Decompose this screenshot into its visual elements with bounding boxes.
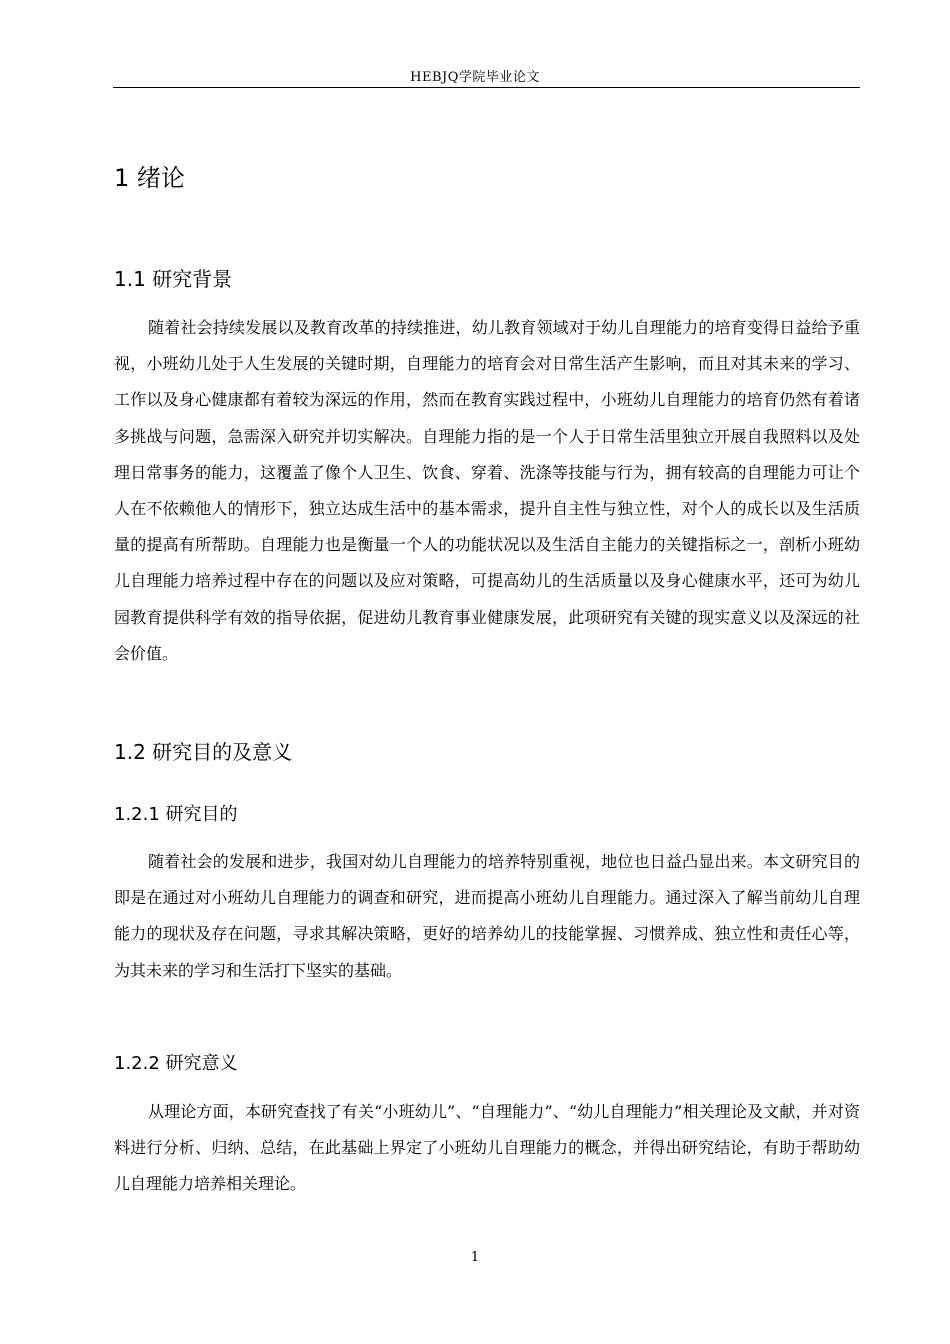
chapter-title: 1 绪论 (114, 164, 185, 192)
paragraph-research-purpose: 随着社会的发展和进步，我国对幼儿自理能力的培养特别重视，地位也日益凸显出来。本文研究目的即是在通过对小班幼儿自理能力的调查和研究，进而提高小班幼儿自理能力。通过深入了解当前幼儿自理能力的现状及存在问题，寻求其解决策略，更好的培养幼儿的技能掌握、习惯养成、独立性和责任心等，为其未来的学习和生活打下坚实的基础。 (114, 852, 860, 980)
page-number: 1 (470, 1250, 480, 1265)
subsection-heading-research-significance: 1.2.2 研究意义 (114, 1053, 238, 1074)
header-divider (113, 87, 860, 88)
section-heading-research-background: 1.1 研究背景 (114, 267, 233, 291)
running-header: HEBJQ学院毕业论文 (410, 70, 540, 85)
section-heading-purpose-significance: 1.2 研究目的及意义 (114, 740, 293, 764)
paragraph-research-significance: 从理论方面，本研究查找了有关“小班幼儿”、“自理能力”、“幼儿自理能力”相关理论及文献，并对资料进行分析、归纳、总结，在此基础上界定了小班幼儿自理能力的概念，并得出研究结论，有助于帮助幼儿自理能力培养相关理论。 (114, 1102, 860, 1194)
subsection-heading-research-purpose: 1.2.1 研究目的 (114, 804, 238, 825)
paragraph-research-background: 随着社会持续发展以及教育改革的持续推进，幼儿教育领域对于幼儿自理能力的培育变得日益给予重视，小班幼儿处于人生发展的关键时期，自理能力的培育会对日常生活产生影响，而且对其未来的学习、工作以及身心健康都有着较为深远的作用，然而在教育实践过程中，小班幼儿自理能力的培育仍然有着诸多挑战与问题，急需深入研究并切实解决。自理能力指的是一个人于日常生活里独立开展自我照料以及处理日常事务的能力，这覆盖了像个人卫生、饮食、穿着、洗涤等技能与行为，拥有较高的自理能力可让个人在不依赖他人的情形下，独立达成生活中的基本需求，提升自主性与独立性，对个人的成长以及生活质量的提高有所帮助。自理能力也是衡量一个人的功能状况以及生活自主能力的关键指标之一，剖析小班幼儿自理能力培养过程中存在的问题以及应对策略，可提高幼儿的生活质量以及身心健康水平，还可为幼儿园教育提供科学有效的指导依据，促进幼儿教育事业健康发展，此项研究有关键的现实意义以及深远的社会价值。 (114, 318, 860, 663)
